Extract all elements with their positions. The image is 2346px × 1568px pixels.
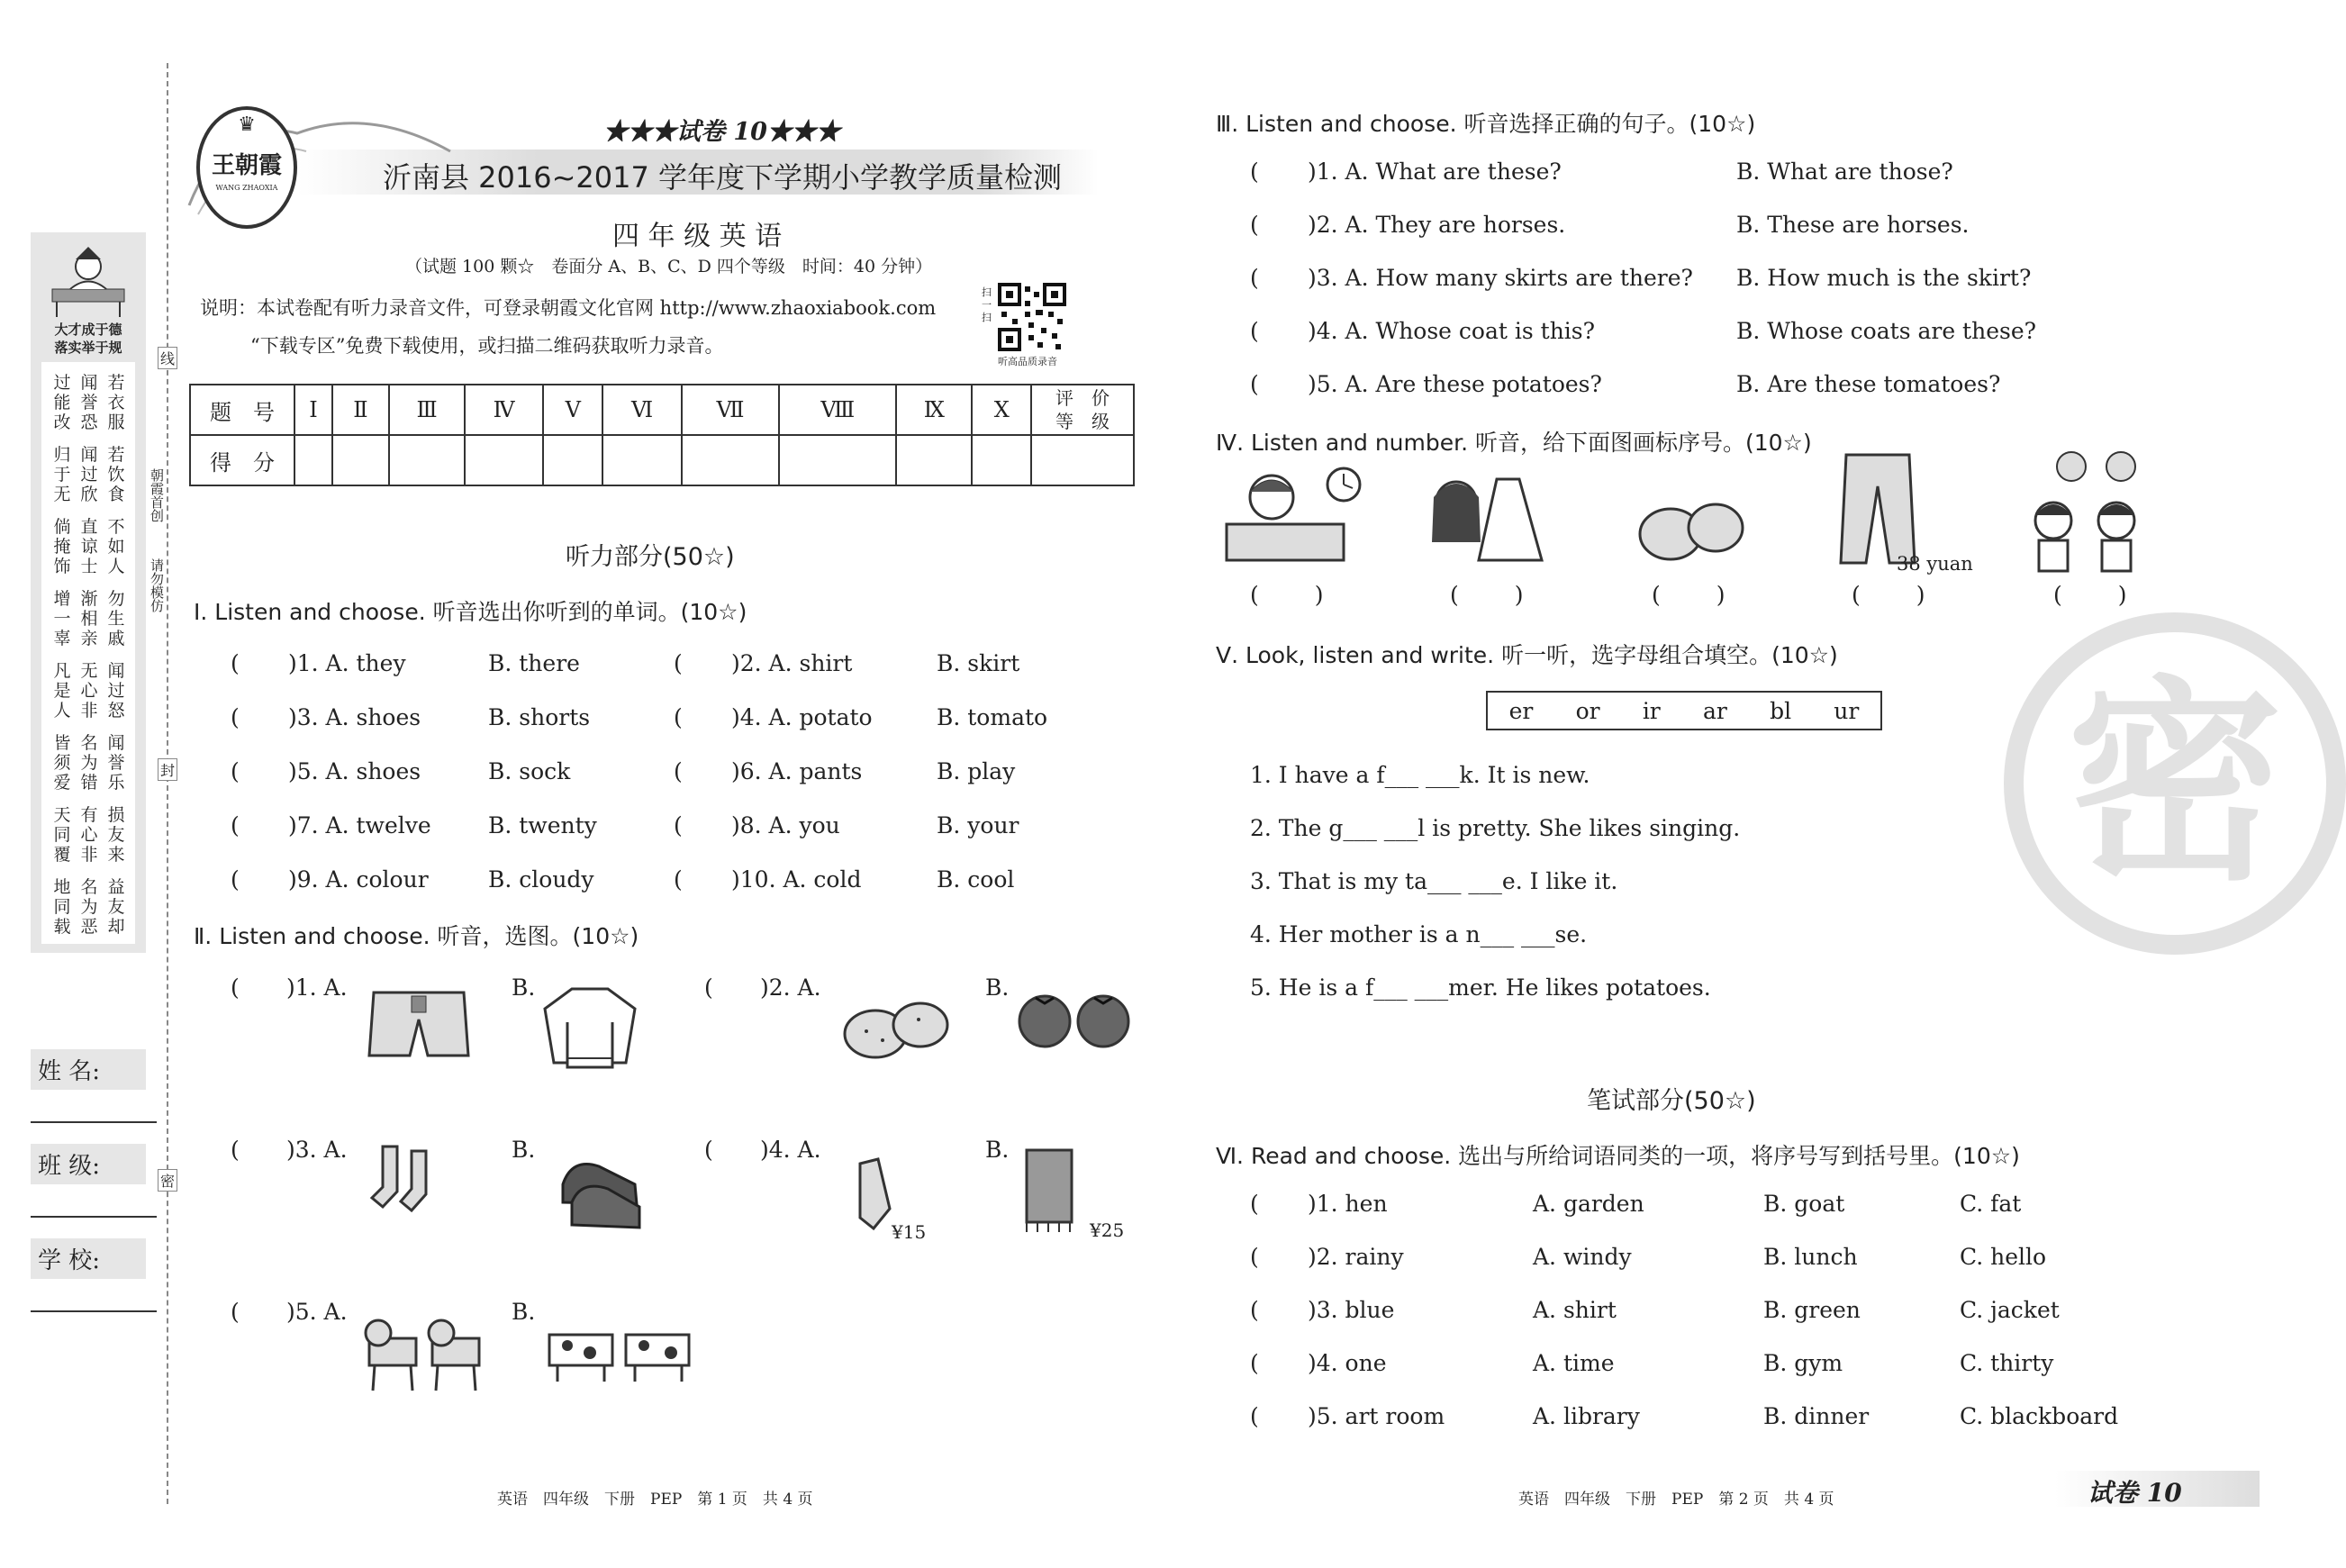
pants-icon: [1837, 450, 1918, 567]
col-1: Ⅰ: [294, 385, 332, 435]
motto-char: 渐: [80, 589, 98, 609]
sec6-item-5-a: A. library: [1533, 1403, 1640, 1429]
score-cell[interactable]: [332, 435, 389, 485]
horses-icon: [360, 1308, 491, 1394]
motto-column: [77, 661, 101, 721]
price-b: ¥25: [1090, 1219, 1125, 1241]
sec6-item-1-a: A. garden: [1533, 1191, 1644, 1217]
sec3-item-3-b: B. How much is the skirt?: [1736, 265, 2032, 291]
sec3-item-2-b: B. These are horses.: [1736, 212, 1970, 238]
motto-column: [50, 445, 74, 504]
sec6-item-5-b: B. dinner: [1763, 1403, 1870, 1429]
sec4-paren-5[interactable]: ( ): [2053, 582, 2127, 608]
motto-char: 如: [107, 537, 125, 557]
motto-char: 归: [53, 445, 71, 465]
two-girls-icon: [2026, 449, 2152, 575]
sec1-item-2-a: )2. A. shirt: [731, 650, 853, 676]
paper-label: ★★★试卷 10★★★: [603, 118, 840, 146]
score-cell[interactable]: [543, 435, 602, 485]
motto-column: [77, 877, 101, 937]
crown-icon: ♛: [238, 113, 256, 136]
motto-char: 损: [107, 805, 125, 825]
motto-column: [50, 373, 74, 432]
motto-column: [77, 517, 101, 576]
motto-banner: [31, 321, 146, 357]
motto-char: 来: [107, 845, 125, 865]
potatoes-icon: [839, 991, 952, 1063]
motto-column: [104, 661, 128, 721]
banner-line-2: 落实举于规: [54, 340, 122, 356]
score-cell[interactable]: [602, 435, 681, 485]
sec6-item-3-paren[interactable]: (: [1250, 1297, 1259, 1323]
motto-char: 凡: [53, 661, 71, 681]
col-8: Ⅷ: [779, 385, 896, 435]
banner-line-1: 大才成于德: [54, 322, 122, 338]
letter-choice: ur: [1834, 697, 1860, 724]
logo-text: 王朝霞: [211, 152, 282, 179]
score-table: [189, 384, 1135, 486]
sec1-item-5-paren[interactable]: (: [231, 758, 240, 784]
letter-choice-box: [1486, 691, 1882, 730]
motto-char: 若: [107, 373, 125, 393]
sec6-item-1-paren[interactable]: (: [1250, 1191, 1259, 1217]
margin-mark-1: 线: [158, 347, 177, 369]
sec6-item-4-a: A. time: [1533, 1350, 1615, 1376]
sec1-item-4-b: B. tomato: [937, 704, 1048, 730]
score-cell[interactable]: [465, 435, 543, 485]
sec2-item-1: )1. A.: [286, 974, 348, 1001]
motto-column: [50, 517, 74, 576]
score-cell[interactable]: [389, 435, 465, 485]
section-1-title: Ⅰ. Listen and choose. 听音选出你听到的单词。(10☆): [194, 599, 747, 625]
name-field[interactable]: [31, 1121, 157, 1123]
motto-char: 非: [80, 845, 98, 865]
sec1-item-7-paren[interactable]: (: [231, 812, 240, 838]
sec1-item-8-paren[interactable]: (: [674, 812, 683, 838]
sec1-item-10-a: )10. A. cold: [731, 866, 862, 893]
binding-dashed-line: [167, 63, 168, 1504]
motto-char: 名: [80, 877, 98, 897]
name-label: 姓 名:: [31, 1049, 146, 1090]
sec1-item-1-paren[interactable]: (: [231, 650, 240, 676]
motto-char: 为: [80, 897, 98, 917]
sec3-item-1-paren[interactable]: (: [1250, 159, 1259, 185]
subject-title: 四 年 级 英 语: [612, 221, 783, 252]
motto-column: [77, 589, 101, 648]
pants-price: 38 yuan: [1897, 553, 1973, 575]
sec1-item-10-paren[interactable]: (: [674, 866, 683, 893]
margin-mark-4: 封: [158, 758, 177, 781]
sec4-paren-4[interactable]: ( ): [1852, 582, 1925, 608]
motto-char: 地: [53, 877, 71, 897]
motto-char: 爱: [53, 773, 71, 793]
motto-char: 载: [53, 917, 71, 937]
sec2-item-4: )4. A.: [760, 1137, 821, 1163]
score-cell[interactable]: [294, 435, 332, 485]
motto-char: 却: [107, 917, 125, 937]
potatoes-picture-icon: [1635, 494, 1747, 566]
motto-char: 谅: [80, 537, 98, 557]
motto-char: 改: [53, 412, 71, 432]
socks-icon: [365, 1142, 446, 1214]
footer-paper-tag: 试卷 10: [2088, 1478, 2182, 1508]
motto-column: [104, 805, 128, 865]
motto-column: [104, 445, 128, 504]
motto-char: 倘: [53, 517, 71, 537]
motto-column: [50, 877, 74, 937]
sec4-paren-1[interactable]: ( ): [1250, 582, 1324, 608]
motto-char: 人: [53, 701, 71, 721]
sec2-item-1-b: B.: [512, 974, 536, 1001]
letter-choice: er: [1508, 697, 1534, 724]
sec1-item-1-a: )1. A. they: [288, 650, 406, 676]
motto-column: [50, 661, 74, 721]
section-6-title: Ⅵ. Read and choose. 选出与所给词语同类的一项，将序号写到括号里。(10☆): [1216, 1143, 2020, 1169]
qr-code-icon[interactable]: [998, 283, 1066, 351]
footer-left: 英语 四年级 下册 PEP 第 1 页 共 4 页: [497, 1491, 813, 1509]
sec5-item-1: 1. I have a f___ ___k. It is new.: [1250, 762, 1590, 788]
sec1-item-5-b: B. sock: [488, 758, 571, 784]
sec1-item-8-b: B. your: [937, 812, 1019, 838]
sec6-item-2-c: C. hello: [1960, 1244, 2047, 1270]
sec3-item-3-paren[interactable]: (: [1250, 265, 1259, 291]
sec6-item-4-b: B. gym: [1763, 1350, 1843, 1376]
motto-char: 饮: [107, 465, 125, 485]
motto-char: 欣: [80, 485, 98, 504]
motto-char: 过: [107, 681, 125, 701]
motto-char: 恐: [80, 412, 98, 432]
cows-icon: [545, 1322, 698, 1385]
margin-mark-3: 请勿模仿: [149, 558, 165, 612]
sec1-item-2-paren[interactable]: (: [674, 650, 683, 676]
scholar-illustration: [43, 240, 133, 321]
exam-subtitle: （试题 100 颗☆ 卷面分 A、B、C、D 四个等级 时间：40 分钟）: [405, 257, 933, 276]
motto-char: 天: [53, 805, 71, 825]
sec5-item-4: 4. Her mother is a n___ ___se.: [1250, 921, 1588, 947]
motto-char: 辜: [53, 629, 71, 648]
motto-column: [104, 877, 128, 937]
letter-choice: bl: [1770, 697, 1792, 724]
motto-char: 生: [107, 609, 125, 629]
motto-char: 名: [80, 733, 98, 753]
motto-char: 错: [80, 773, 98, 793]
sec1-item-4-a: )4. A. potato: [731, 704, 873, 730]
footer-right: 英语 四年级 下册 PEP 第 2 页 共 4 页: [1518, 1491, 1834, 1509]
col-10: Ⅹ: [972, 385, 1031, 435]
grade-cell[interactable]: [1031, 435, 1134, 485]
sec6-item-2-q: )2. rainy: [1308, 1244, 1404, 1270]
writing-part-title: 笔试部分(50☆): [1587, 1087, 1756, 1115]
motto-column: [104, 517, 128, 576]
sec2-item-5-b: B.: [512, 1299, 536, 1325]
col-2: Ⅱ: [332, 385, 389, 435]
motto-char: 衣: [107, 393, 125, 412]
motto-char: 乐: [107, 773, 125, 793]
motto-column: [77, 373, 101, 432]
motto-char: 不: [107, 517, 125, 537]
motto-column: [77, 445, 101, 504]
motto-column: [104, 589, 128, 648]
motto-char: 人: [107, 557, 125, 576]
sec1-item-3-paren[interactable]: (: [231, 704, 240, 730]
listening-part-title: 听力部分(50☆): [566, 543, 735, 571]
logo-subtext: WANG ZHAOXIA: [215, 184, 278, 192]
motto-char: 相: [80, 609, 98, 629]
motto-char: 过: [80, 465, 98, 485]
sec6-item-1-c: C. fat: [1960, 1191, 2022, 1217]
motto-panel: [31, 232, 146, 953]
sec3-item-4-a: )4. A. Whose coat is this?: [1308, 318, 1596, 344]
sec2-item-2-paren[interactable]: (: [704, 974, 713, 1001]
motto-char: 过: [53, 373, 71, 393]
margin-mark-2: 朝霞首创: [149, 468, 165, 522]
sec1-item-6-paren[interactable]: (: [674, 758, 683, 784]
sec1-item-7-a: )7. A. twelve: [288, 812, 431, 838]
sec6-item-5-q: )5. art room: [1308, 1403, 1445, 1429]
confidential-stamp: 密: [2004, 612, 2346, 955]
motto-char: 勿: [107, 589, 125, 609]
sec6-item-3-b: B. green: [1763, 1297, 1861, 1323]
motto-char: 同: [53, 897, 71, 917]
motto-column: [104, 373, 128, 432]
sec4-paren-2[interactable]: ( ): [1450, 582, 1524, 608]
qr-caption: 听高品质录音: [998, 356, 1057, 367]
sec6-item-2-b: B. lunch: [1763, 1244, 1858, 1270]
sec3-item-2-paren[interactable]: (: [1250, 212, 1259, 238]
sec3-item-1-a: )1. A. What are these?: [1308, 159, 1562, 185]
motto-char: 心: [80, 681, 98, 701]
motto-char: 誉: [80, 393, 98, 412]
motto-char: 恶: [80, 917, 98, 937]
section-4-title: Ⅳ. Listen and number. 听音，给下面图画标序号。(10☆): [1216, 430, 1812, 456]
motto-char: 能: [53, 393, 71, 412]
note-line-1: 说明：本试卷配有听力录音文件，可登录朝霞文化官网 http://www.zhaoxiabook.com: [200, 297, 937, 319]
sec6-item-5-paren[interactable]: (: [1250, 1403, 1259, 1429]
sec1-item-3-b: B. shorts: [488, 704, 591, 730]
score-cell[interactable]: [779, 435, 896, 485]
sec6-item-3-a: A. shirt: [1533, 1297, 1617, 1323]
sec2-item-2-b: B.: [985, 974, 1010, 1001]
motto-char: 服: [107, 412, 125, 432]
motto-char: 皆: [53, 733, 71, 753]
col-6: Ⅵ: [602, 385, 681, 435]
sec2-item-4-b: B.: [985, 1137, 1010, 1163]
shorts-icon: [365, 983, 473, 1065]
scarf-icon: [1018, 1146, 1081, 1236]
row-label-score: 得 分: [190, 435, 294, 485]
motto-char: 食: [107, 485, 125, 504]
sec1-item-6-b: B. play: [937, 758, 1016, 784]
price-a: ¥15: [892, 1221, 927, 1243]
motto-column: [104, 733, 128, 793]
motto-char: 一: [53, 609, 71, 629]
motto-char: 友: [107, 897, 125, 917]
motto-column: [77, 733, 101, 793]
motto-char: 誉: [107, 753, 125, 773]
motto-char: 于: [53, 465, 71, 485]
sec2-item-3-b: B.: [512, 1137, 536, 1163]
letter-choice: ir: [1642, 697, 1661, 724]
motto-char: 须: [53, 753, 71, 773]
motto-char: 是: [53, 681, 71, 701]
sec6-item-3-q: )3. blue: [1308, 1297, 1395, 1323]
sec5-item-2: 2. The g___ ___l is pretty. She likes singing.: [1250, 815, 1741, 841]
col-7: Ⅶ: [682, 385, 780, 435]
logo-badge: [196, 106, 297, 229]
sec1-item-8-a: )8. A. you: [731, 812, 840, 838]
score-cell[interactable]: [682, 435, 780, 485]
sec1-item-2-b: B. skirt: [937, 650, 1020, 676]
sec1-item-9-b: B. cloudy: [488, 866, 594, 893]
school-label: 学 校:: [31, 1238, 146, 1279]
sec6-item-3-c: C. jacket: [1960, 1297, 2060, 1323]
motto-char: 若: [107, 445, 125, 465]
sec6-item-2-paren[interactable]: (: [1250, 1244, 1259, 1270]
motto-column: [50, 589, 74, 648]
sec2-item-3-paren[interactable]: (: [231, 1137, 240, 1163]
motto-char: 非: [80, 701, 98, 721]
sec2-item-1-paren[interactable]: (: [231, 974, 240, 1001]
sec2-item-5-paren[interactable]: (: [231, 1299, 240, 1325]
col-4: Ⅳ: [465, 385, 543, 435]
sec6-item-1-q: )1. hen: [1308, 1191, 1388, 1217]
motto-char: 益: [107, 877, 125, 897]
motto-column: [50, 733, 74, 793]
sec2-item-2: )2. A.: [760, 974, 821, 1001]
sec6-item-4-c: C. thirty: [1960, 1350, 2054, 1376]
sec4-paren-3[interactable]: ( ): [1652, 582, 1726, 608]
note-line-2: “下载专区”免费下载使用，或扫描二维码获取听力录音。: [250, 335, 724, 357]
col-3: Ⅲ: [389, 385, 465, 435]
motto-char: 有: [80, 805, 98, 825]
section-2-title: Ⅱ. Listen and choose. 听音，选图。(10☆): [194, 923, 639, 949]
motto-char: 闻: [107, 733, 125, 753]
motto-char: 戚: [107, 629, 125, 648]
exam-title: 沂南县 2016~2017 学年度下学期小学教学质量检测: [383, 160, 1063, 195]
sec2-item-5: )5. A.: [286, 1299, 348, 1325]
sec3-item-2-a: )2. A. They are horses.: [1308, 212, 1566, 238]
class-field[interactable]: [31, 1216, 157, 1218]
motto-char: 闻: [107, 661, 125, 681]
section-5-title: Ⅴ. Look, listen and write. 听一听，选字母组合填空。(10☆): [1216, 642, 1838, 668]
motto-char: 闻: [80, 445, 98, 465]
qr-side-label: 扫一扫: [982, 286, 992, 323]
sec6-item-4-q: )4. one: [1308, 1350, 1387, 1376]
sec1-item-6-a: )6. A. pants: [731, 758, 863, 784]
section-3-title: Ⅲ. Listen and choose. 听音选择正确的句子。(10☆): [1216, 111, 1756, 137]
motto-char: 掩: [53, 537, 71, 557]
boy-waking-icon: [1218, 461, 1362, 569]
sec6-item-2-a: A. windy: [1533, 1244, 1632, 1270]
motto-char: 同: [53, 825, 71, 845]
motto-column: [77, 805, 101, 865]
letter-choice: or: [1575, 697, 1600, 724]
motto-char: 无: [80, 661, 98, 681]
sec1-item-9-paren[interactable]: (: [231, 866, 240, 893]
score-table-header-row: [190, 385, 1134, 435]
sec1-item-4-paren[interactable]: (: [674, 704, 683, 730]
motto-char: 直: [80, 517, 98, 537]
col-5: Ⅴ: [543, 385, 602, 435]
sec3-item-5-paren[interactable]: (: [1250, 371, 1259, 397]
sec5-item-5: 5. He is a f___ ___mer. He likes potatoes.: [1250, 974, 1711, 1001]
tomatoes-icon: [1013, 987, 1135, 1050]
motto-column: [50, 805, 74, 865]
sec3-item-3-a: )3. A. How many skirts are there?: [1308, 265, 1693, 291]
sec1-item-10-b: B. cool: [937, 866, 1015, 893]
sweater-icon: [540, 982, 639, 1072]
motto-char: 心: [80, 825, 98, 845]
sec3-item-5-a: )5. A. Are these potatoes?: [1308, 371, 1602, 397]
sec1-item-5-a: )5. A. shoes: [288, 758, 421, 784]
sec1-item-9-a: )9. A. colour: [288, 866, 429, 893]
sec6-item-1-b: B. goat: [1763, 1191, 1845, 1217]
letter-choice: ar: [1702, 697, 1727, 724]
sec3-item-4-b: B. Whose coats are these?: [1736, 318, 2037, 344]
sec1-item-3-a: )3. A. shoes: [288, 704, 421, 730]
motto-char: 士: [80, 557, 98, 576]
class-label: 班 级:: [31, 1144, 146, 1184]
sec6-item-5-c: C. blackboard: [1960, 1403, 2119, 1429]
score-cell[interactable]: [972, 435, 1031, 485]
sec2-item-4-paren[interactable]: (: [704, 1137, 713, 1163]
score-table-score-row: [190, 435, 1134, 485]
sec6-item-4-paren[interactable]: (: [1250, 1350, 1259, 1376]
col-9: Ⅸ: [896, 385, 972, 435]
motto-char: 亲: [80, 629, 98, 648]
sec1-item-7-b: B. twenty: [488, 812, 597, 838]
motto-char: 为: [80, 753, 98, 773]
margin-mark-5: 密: [158, 1169, 177, 1192]
sec5-item-3: 3. That is my ta___ ___e. I like it.: [1250, 868, 1618, 894]
sec1-item-1-b: B. there: [488, 650, 580, 676]
shoes-icon: [554, 1148, 644, 1234]
grade-label: 评 价 等 级: [1031, 385, 1134, 435]
girl-dress-icon: [1416, 461, 1551, 574]
motto-char: 无: [53, 485, 71, 504]
motto-char: 怒: [107, 701, 125, 721]
motto-char: 覆: [53, 845, 71, 865]
score-cell[interactable]: [896, 435, 972, 485]
sec3-item-4-paren[interactable]: (: [1250, 318, 1259, 344]
row-label-number: 题 号: [190, 385, 294, 435]
school-field[interactable]: [31, 1310, 157, 1312]
motto-char: 闻: [80, 373, 98, 393]
sec2-item-3: )3. A.: [286, 1137, 348, 1163]
motto-box: [41, 362, 135, 944]
motto-char: 增: [53, 589, 71, 609]
sec3-item-5-b: B. Are these tomatoes?: [1736, 371, 2001, 397]
motto-char: 友: [107, 825, 125, 845]
motto-char: 饰: [53, 557, 71, 576]
sec3-item-1-b: B. What are those?: [1736, 159, 1953, 185]
